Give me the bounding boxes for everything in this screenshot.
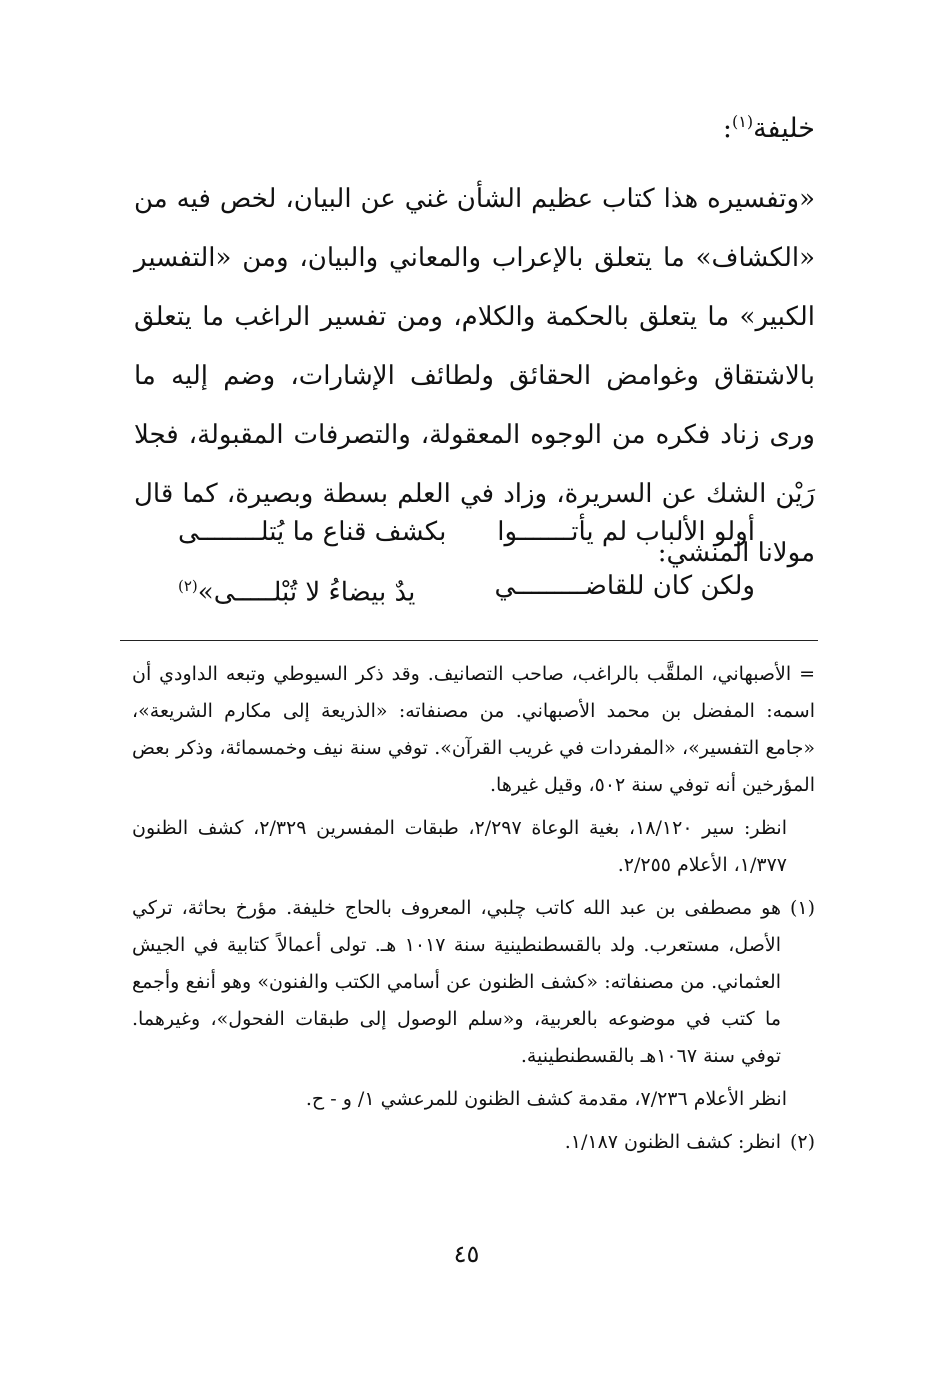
footnote-continuation: = الأصبهاني، الملقَّب بالراغب، صاحب التصانيف. وقد ذكر السيوطي وتبعه الداودي أن اسمه: المفضل بن محمد الأصبهاني. من مصنفاته: «الذريعة إلى مكارم الشريعة»، «جامع التفسير»، «المفردات في غريب القرآن». توفي سنة نيف وخمسمائة، وذكر بعض المؤرخين أنه توفي سنة ٥٠٢، وقيل غيرها. — [132, 663, 815, 796]
verse-first-hemistich: أولو الألباب لم يأتـــــــوا — [497, 517, 755, 547]
footnote-mark-1: (١) — [731, 112, 754, 131]
footnotes-section — [132, 656, 815, 1167]
footnote-mark-2: (٢) — [178, 577, 198, 595]
section-heading — [723, 112, 815, 145]
heading-colon: : — [722, 113, 732, 144]
verse-second-hemistich — [178, 505, 446, 559]
page-number: ٤٥ — [453, 1240, 480, 1268]
footnote-2-number: (٢) — [789, 1131, 815, 1153]
footnote-1-number: (١) — [789, 897, 815, 919]
footnote-1-text: هو مصطفى بن عبد الله كاتب چلبي، المعروف بالحاج خليفة. مؤرخ بحاثة، تركي الأصل، مستعرب. ولد بالقسطنطينية سنة ١٠١٧ هـ. تولى أعمالاً كتابية في الجيش العثماني. من مصنفاته: «كشف الظنون عن أسامي الكتب والفنون» وهو أنفع وأجمع ما كتب في موضوعه بالعربية، و«سلم الوصول إلى طبقات الفحول»، وغيرهما. توفي سنة ١٠٦٧هـ بالقسطنطينية. — [132, 897, 781, 1067]
main-paragraph: «وتفسيره هذا كتاب عظيم الشأن غني عن البيان، لخص فيه من «الكشاف» ما يتعلق بالإعراب والمعاني والبيان، ومن «التفسير الكبير» ما يتعلق بالحكمة والكلام، ومن تفسير الراغب ما يتعلق بالاشتقاق وغوامض الحقائق ولطائف الإشارات، وضم إليه ما ورى زناد فكره من الوجوه المعقولة، والتصرفات المقبولة، فجلا رَيْن الشك عن السريرة، وزاد في العلم بسطة وبصيرة، كما قال مولانا المنشي: — [134, 184, 815, 568]
footnote-2 — [132, 1124, 815, 1161]
verse-line — [178, 559, 755, 613]
verse-second-hemistich — [178, 559, 415, 613]
verse-second-text: يدٌ بيضاءُ لا تُبْلـــــى» — [197, 577, 416, 608]
heading-text: خليفة — [753, 113, 815, 144]
footnote-separator — [120, 640, 818, 641]
footnote-continuation-refs: انظر: سير ١٨/١٢٠، بغية الوعاة ٢/٢٩٧، طبقات المفسرين ٢/٣٢٩، كشف الظنون ١/٣٧٧، الأعلام ٢/٢٥٥. — [132, 817, 787, 876]
verse-block — [178, 505, 755, 613]
verse-line — [178, 505, 755, 559]
footnote-1-refs: انظر الأعلام ٧/٢٣٦، مقدمة كشف الظنون للمرعشي ١/ و - ح. — [305, 1088, 787, 1110]
footnote-1 — [132, 890, 815, 1075]
verse-second-text: بكشف قناع ما يُتلــــــــى — [178, 517, 447, 547]
footnote-2-text: انظر: كشف الظنون ١/١٨٧. — [564, 1131, 781, 1153]
verse-first-hemistich: ولكن كان للقاضـــــــــي — [494, 571, 755, 601]
